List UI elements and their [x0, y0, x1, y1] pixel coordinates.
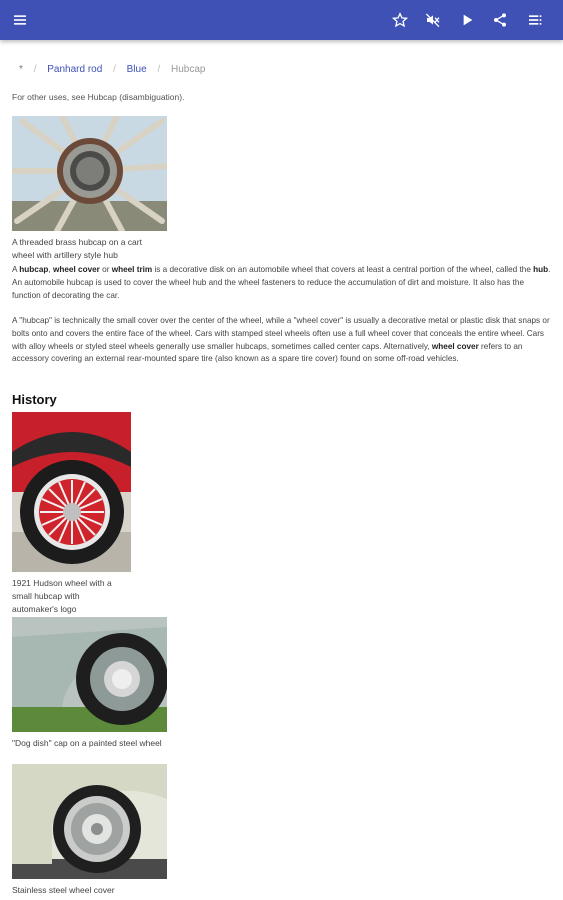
app-bar — [0, 0, 563, 40]
figure-caption: Stainless steel wheel cover — [12, 885, 115, 895]
bookmark-button[interactable] — [384, 0, 416, 40]
figure-hudson-wheel — [12, 412, 132, 616]
play-button[interactable] — [451, 0, 483, 40]
figure-caption: "Dog dish" cap on a painted steel wheel — [12, 738, 162, 748]
hubcap-definition-paragraph: A "hubcap" is technically the small cover over the center of the wheel, while a "wheel cover" is usually a decorative metal or plastic disk that snaps or bolts onto and covers the entire face of the wheel. Cars with stamped steel wheels often use a full wheel cover that conceals the entire wheel. Cars with alloy wheels or styled steel wheels generally use smaller hubcaps, sometimes called center caps. Alternatively, wheel cover refers to an accessory covering an external rear-mounted spare tire (also known as a spare tire cover) found on some off-road vehicles. — [12, 316, 550, 364]
figure-dog-dish-cap — [12, 617, 168, 750]
article-content — [0, 40, 563, 900]
star-icon — [392, 12, 408, 28]
intro-paragraph: A hubcap, wheel cover or wheel trim is a decorative disk on an automobile wheel that covers at least a central portion of the wheel, called the hub. An automobile hubcap is used to cover the wheel hub and the wheel fasteners to reduce the accumulation of dirt and moisture. It also has the function of decorating the car. — [12, 265, 551, 300]
breadcrumb-item-blue[interactable]: Blue — [126, 64, 147, 75]
figure-brass-hubcap — [12, 116, 167, 262]
share-button[interactable] — [484, 0, 516, 40]
figure-stainless-wheel-cover — [12, 764, 168, 897]
mute-button[interactable] — [417, 0, 449, 40]
brass-hubcap-photo[interactable] — [12, 116, 167, 231]
breadcrumb-home[interactable]: * — [19, 64, 23, 75]
dog-dish-cap-photo[interactable] — [12, 617, 167, 732]
breadcrumb: * / Panhard rod / Blue / Hubcap — [19, 64, 206, 75]
toc-icon — [527, 12, 543, 28]
table-of-contents-button[interactable] — [519, 0, 551, 40]
figure-caption: 1921 Hudson wheel with a small hubcap with automaker's logo — [12, 578, 112, 614]
breadcrumb-item-panhard-rod[interactable]: Panhard rod — [47, 64, 103, 75]
share-icon — [492, 12, 508, 28]
section-heading-history: History — [12, 392, 57, 407]
breadcrumb-current: Hubcap — [171, 64, 206, 75]
hamburger-menu-icon — [12, 12, 28, 28]
hatnote-link[interactable]: For other uses, see Hubcap (disambiguation). — [12, 92, 185, 102]
menu-button[interactable] — [4, 0, 36, 40]
volume-off-icon — [425, 12, 441, 28]
hudson-wheel-photo[interactable] — [12, 412, 131, 572]
play-icon — [459, 12, 475, 28]
stainless-wheel-cover-photo[interactable] — [12, 764, 167, 879]
figure-caption: A threaded brass hubcap on a cart wheel with artillery style hub — [12, 237, 142, 260]
